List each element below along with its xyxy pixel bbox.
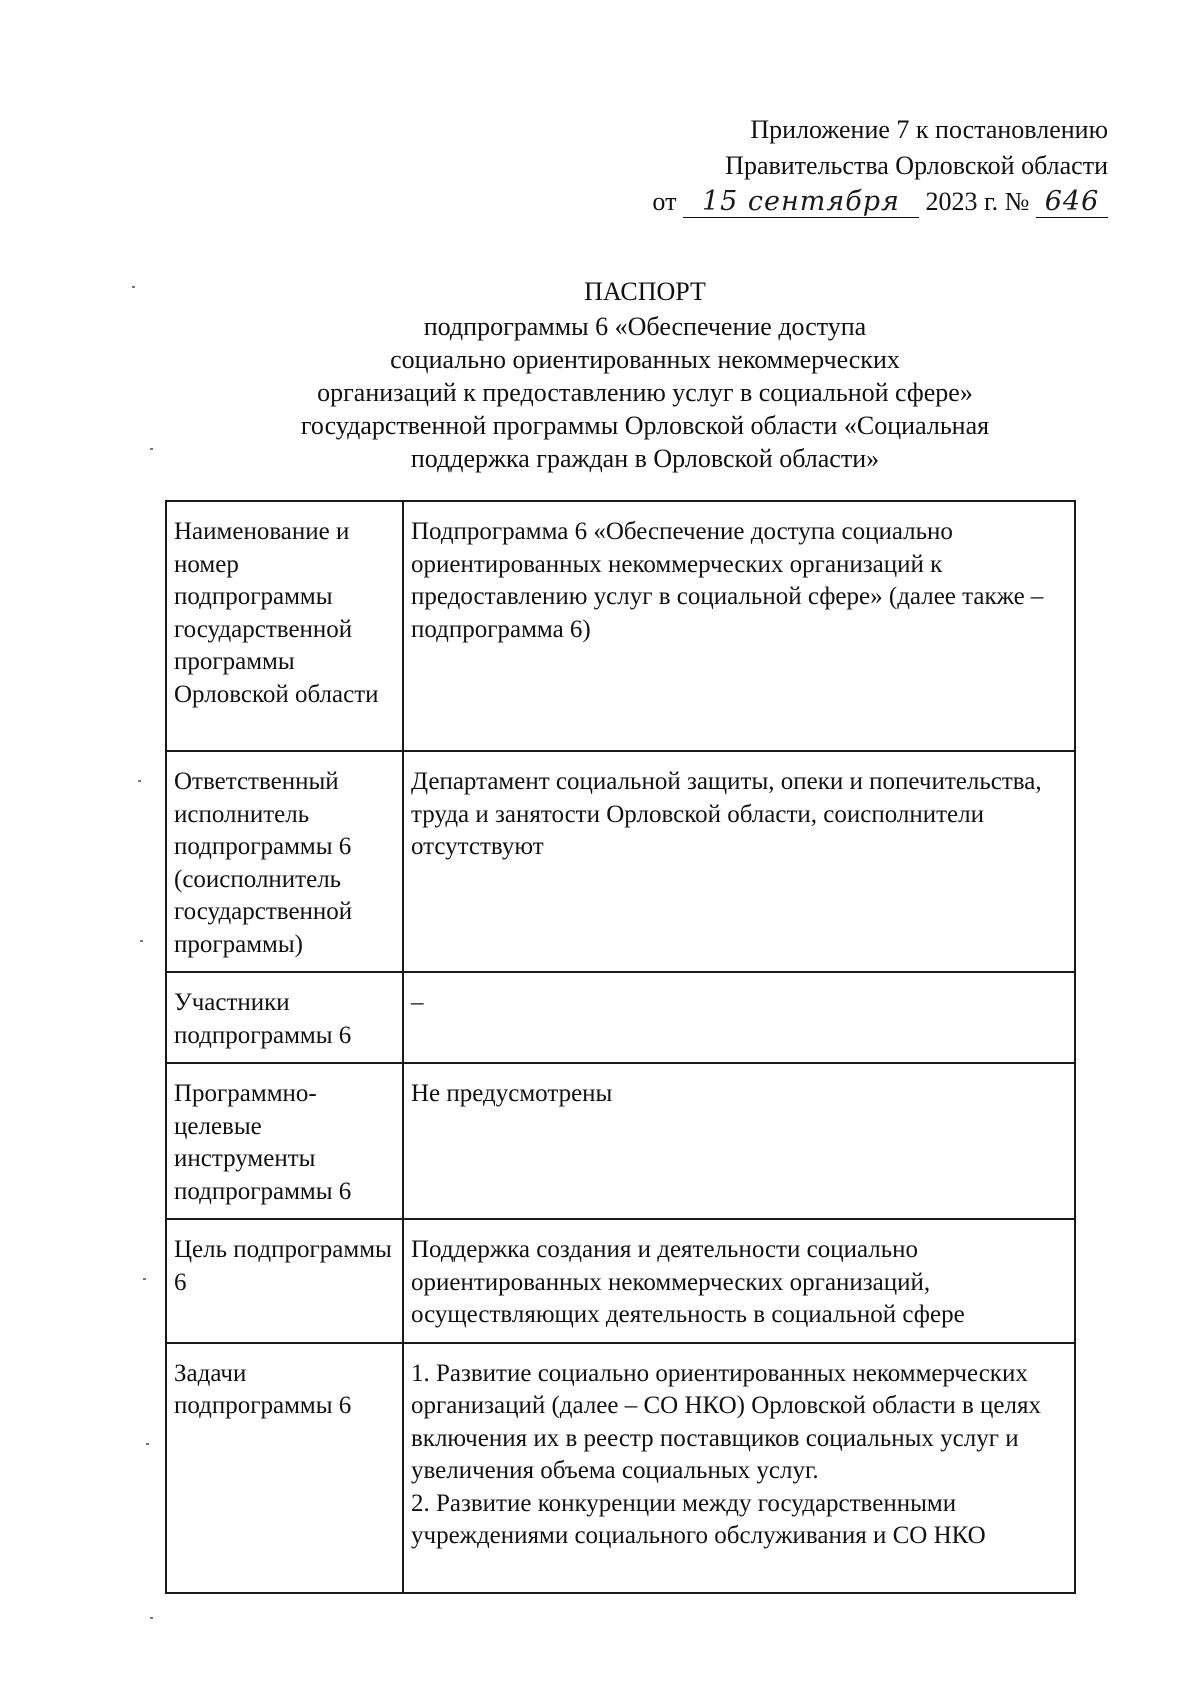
row-value: Департамент социальной защиты, опеки и попечительства, труда и занятости Орловской области, соисполнители отсутствуют [403,751,1075,972]
appendix-year-number-label: 2023 г. № [925,187,1030,216]
table-row [166,751,1075,972]
appendix-line-3 [652,184,1108,220]
row-value: Подпрограмма 6 «Обеспечение доступа социально ориентированных некоммерческих организаций к предоставлению услуг в социальной сфере» (далее также – подпрограмма 6) [403,501,1075,751]
scan-speck [132,286,135,288]
row-label: Наименование и номер подпрограммы государственной программы Орловской области [166,501,403,751]
title-subtitle: подпрограммы 6 «Обеспечение доступа социально ориентированных некоммерческих организаций к предоставлению услуг в социальной сфере» государственной программы Орловской области «Социальная поддержка граждан в Орловской области» [300,312,990,473]
passport-table [165,500,1076,1594]
table-row [166,1063,1075,1219]
appendix-from-label: от [652,187,677,216]
appendix-header [652,112,1108,220]
row-label: Участники подпрограммы 6 [166,972,403,1063]
row-label: Программно-целевые инструменты подпрограммы 6 [166,1063,403,1219]
scan-speck [138,780,141,782]
table-row [166,972,1075,1063]
row-label: Цель подпрограммы 6 [166,1219,403,1343]
scan-speck [146,1443,149,1445]
table-row [166,1219,1075,1343]
row-label: Ответственный исполнитель подпрограммы 6 (соисполнитель государственной программы) [166,751,403,972]
handwritten-number: 646 [1036,187,1108,218]
appendix-line-1: Приложение 7 к постановлению [750,115,1108,144]
title-main: ПАСПОРТ [584,277,706,306]
appendix-line-2: Правительства Орловской области [725,151,1108,180]
row-value: 1. Развитие социально ориентированных некоммерческих организаций (далее – СО НКО) Орловской области в целях включения их в реестр поставщиков социальных услуг и увеличения объема социальных услуг. 2. Развитие конкуренции между государственными учреждениями социального обслуживания и СО НКО [403,1343,1075,1593]
row-value: – [403,972,1075,1063]
row-label: Задачи подпрограммы 6 [166,1343,403,1593]
table-row [166,1343,1075,1593]
row-value: Поддержка создания и деятельности социально ориентированных некоммерческих организаций, осуществляющих деятельность в социальной сфере [403,1219,1075,1343]
scan-speck [143,1278,146,1280]
document-title [150,275,1140,475]
scan-speck [150,1617,153,1619]
scan-speck [150,448,153,450]
handwritten-date: 15 сентября [683,187,919,218]
row-value: Не предусмотрены [403,1063,1075,1219]
table-row [166,501,1075,751]
scan-speck [140,940,143,942]
